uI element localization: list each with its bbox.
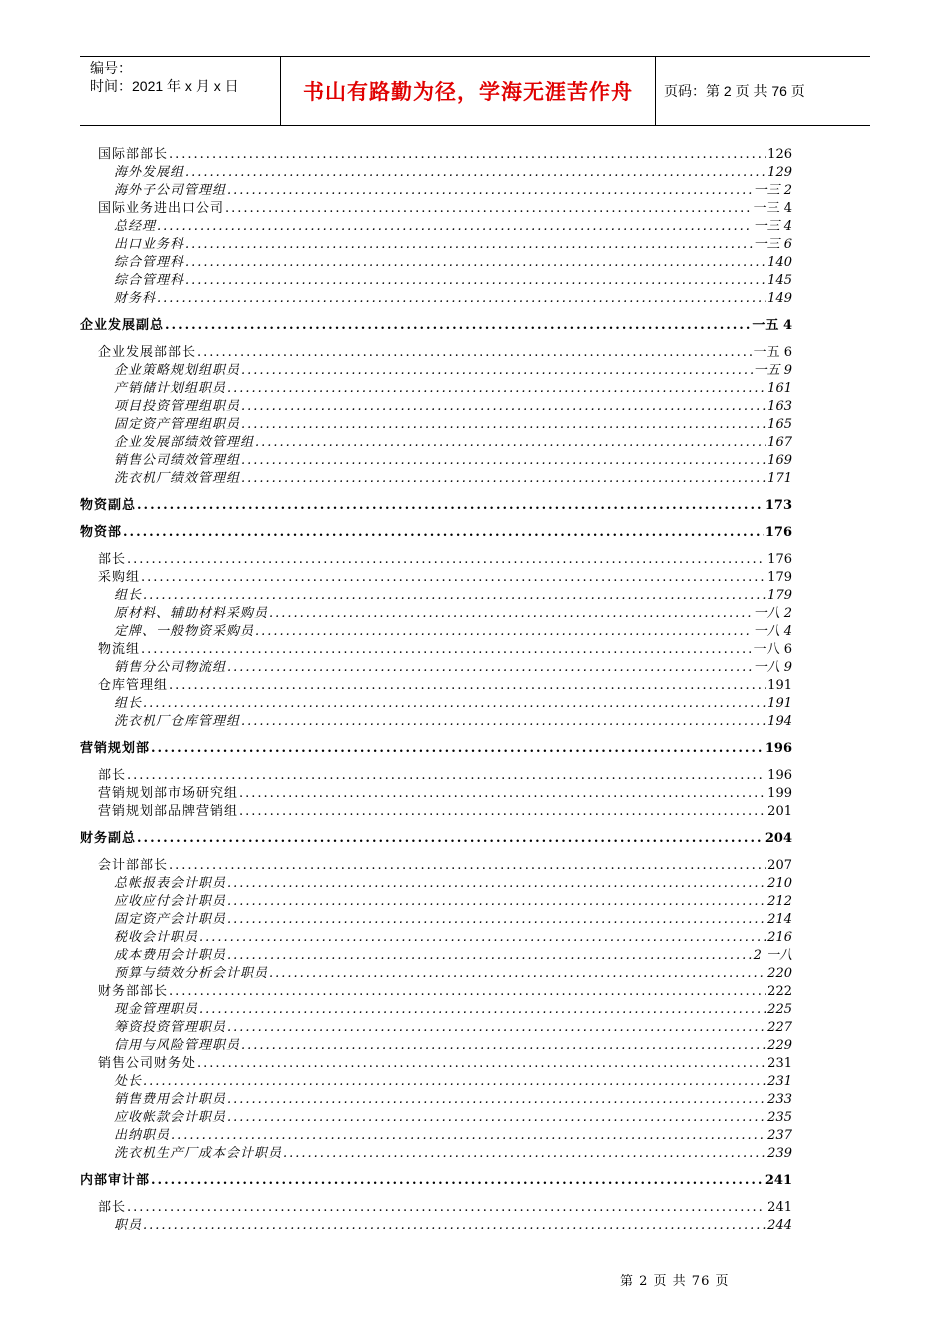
toc-entry-title: 职员 — [114, 1218, 143, 1233]
toc-entry-title: 税收会计职员 — [114, 930, 199, 945]
toc-entry[interactable] — [80, 200, 792, 218]
toc-entry[interactable] — [80, 1073, 792, 1091]
toc-dot-leader — [143, 695, 766, 713]
toc-dot-leader — [227, 875, 766, 893]
toc-entry-page: 一五 4 — [752, 318, 792, 333]
toc-dot-leader — [171, 1127, 766, 1145]
toc-entry-page: 235 — [767, 1110, 792, 1125]
toc-entry-page: 239 — [767, 1146, 792, 1161]
toc-dot-leader — [227, 659, 753, 677]
toc-entry-page: 一三 4 — [753, 201, 792, 216]
toc-entry[interactable] — [80, 965, 792, 983]
toc-entry-title: 洗衣机厂绩效管理组 — [114, 471, 241, 486]
toc-entry-title: 出口业务科 — [114, 237, 185, 252]
toc-entry-page: 167 — [767, 435, 792, 450]
toc-entry[interactable] — [80, 344, 792, 362]
toc-entry-title: 组长 — [114, 588, 143, 603]
toc-entry-title: 出纳职员 — [114, 1128, 171, 1143]
toc-dot-leader — [197, 1055, 766, 1073]
toc-dot-leader — [241, 416, 766, 434]
toc-entry-page: 126 — [767, 147, 792, 162]
toc-entry-title: 固定资产会计职员 — [114, 912, 227, 927]
toc-dot-leader — [269, 605, 753, 623]
toc-entry[interactable] — [80, 659, 792, 677]
toc-entry[interactable] — [80, 1199, 792, 1217]
toc-dot-leader — [227, 1019, 766, 1037]
toc-dot-leader — [165, 317, 751, 335]
toc-entry[interactable] — [80, 182, 792, 200]
toc-dot-leader — [199, 929, 766, 947]
toc-dot-leader — [227, 380, 766, 398]
toc-entry-title: 原材料、辅助材料采购员 — [114, 606, 269, 621]
toc-entry-title: 成本费用会计职员 — [114, 948, 227, 963]
toc-entry[interactable] — [80, 236, 792, 254]
toc-dot-leader — [241, 398, 766, 416]
toc-entry-page: 214 — [767, 912, 792, 927]
toc-entry-title: 物流组 — [98, 642, 141, 657]
toc-entry-page: 149 — [767, 291, 792, 306]
toc-dot-leader — [123, 524, 764, 542]
toc-entry-page: 129 — [767, 165, 792, 180]
toc-dot-leader — [151, 1172, 764, 1190]
toc-entry[interactable] — [80, 713, 792, 731]
toc-entry-title: 应收帐款会计职员 — [114, 1110, 227, 1125]
toc-entry-title: 信用与风险管理职员 — [114, 1038, 241, 1053]
document-time-label: 时间：2021 年 x 月 x 日 — [90, 78, 239, 94]
toc-entry[interactable] — [80, 1037, 792, 1055]
toc-dot-leader — [197, 344, 753, 362]
toc-entry[interactable] — [80, 803, 792, 821]
toc-entry[interactable] — [80, 695, 792, 713]
toc-entry[interactable] — [80, 1001, 792, 1019]
toc-entry[interactable] — [80, 254, 792, 272]
toc-entry-page: 199 — [767, 786, 792, 801]
toc-entry-page: 237 — [767, 1128, 792, 1143]
toc-entry-page: 一五 9 — [753, 363, 792, 378]
toc-dot-leader — [227, 911, 766, 929]
toc-entry-title: 项目投资管理组职员 — [114, 399, 241, 414]
toc-dot-leader — [185, 254, 766, 272]
toc-entry[interactable] — [80, 893, 792, 911]
toc-entry-page: 2 一八 — [753, 948, 792, 963]
toc-entry-page: 191 — [767, 696, 792, 711]
toc-entry[interactable] — [80, 641, 792, 659]
toc-dot-leader — [169, 857, 766, 875]
toc-dot-leader — [227, 947, 753, 965]
toc-entry[interactable] — [80, 983, 792, 1001]
toc-entry-page: 163 — [767, 399, 792, 414]
toc-entry[interactable] — [80, 587, 792, 605]
toc-entry[interactable] — [80, 290, 792, 308]
toc-entry[interactable] — [80, 272, 792, 290]
toc-entry-page: 一三 4 — [753, 219, 792, 234]
toc-dot-leader — [241, 1037, 766, 1055]
toc-dot-leader — [157, 290, 766, 308]
toc-entry-title: 海外子公司管理组 — [114, 183, 227, 198]
toc-entry-page: 169 — [767, 453, 792, 468]
toc-entry-title: 仓库管理组 — [98, 678, 169, 693]
toc-entry[interactable] — [80, 1019, 792, 1037]
toc-dot-leader — [151, 740, 764, 758]
toc-dot-leader — [185, 272, 766, 290]
toc-entry-title: 营销规划部市场研究组 — [98, 786, 239, 801]
toc-dot-leader — [241, 452, 766, 470]
header-page-info: 页码：第 2 页 共 76 页 — [664, 83, 805, 99]
toc-entry-title: 内部审计部 — [80, 1173, 151, 1188]
toc-entry[interactable] — [80, 434, 792, 452]
toc-dot-leader — [127, 551, 766, 569]
toc-entry[interactable] — [80, 947, 792, 965]
toc-entry-title: 财务科 — [114, 291, 157, 306]
toc-dot-leader — [269, 965, 766, 983]
toc-entry-page: 一三 6 — [753, 237, 792, 252]
toc-entry-title: 综合管理科 — [114, 255, 185, 270]
toc-entry[interactable] — [80, 1091, 792, 1109]
page-footer: 第 2 页 共 76 页 — [620, 1274, 730, 1289]
toc-dot-leader — [127, 1199, 766, 1217]
toc-entry-page: 220 — [767, 966, 792, 981]
toc-entry[interactable] — [80, 1145, 792, 1163]
toc-entry-title: 财务副总 — [80, 831, 137, 846]
toc-entry[interactable] — [80, 767, 792, 785]
toc-dot-leader — [137, 497, 764, 515]
toc-entry[interactable] — [80, 1217, 792, 1235]
toc-entry-title: 定牌、一般物资采购员 — [114, 624, 255, 639]
toc-entry[interactable] — [80, 605, 792, 623]
toc-entry[interactable] — [80, 362, 792, 380]
toc-entry-title: 企业策略规划组职员 — [114, 363, 241, 378]
toc-entry[interactable] — [80, 452, 792, 470]
toc-dot-leader — [255, 623, 753, 641]
page-header — [80, 56, 870, 126]
toc-entry[interactable] — [80, 1109, 792, 1127]
toc-entry-page: 145 — [767, 273, 792, 288]
toc-entry-page: 196 — [764, 741, 792, 756]
toc-entry[interactable] — [80, 497, 792, 515]
toc-dot-leader — [185, 164, 766, 182]
toc-dot-leader — [227, 1109, 766, 1127]
toc-entry-page: 一五 6 — [753, 345, 792, 360]
toc-dot-leader — [227, 182, 753, 200]
toc-entry-page: 212 — [767, 894, 792, 909]
toc-entry-title: 部长 — [98, 768, 127, 783]
document-number-label: 编号： — [90, 60, 132, 76]
toc-entry-page: 179 — [767, 570, 792, 585]
toc-entry-page: 204 — [764, 831, 792, 846]
toc-entry-page: 165 — [767, 417, 792, 432]
toc-entry-page: 231 — [767, 1056, 792, 1071]
toc-entry[interactable] — [80, 416, 792, 434]
toc-entry-title: 国际业务进出口公司 — [98, 201, 225, 216]
toc-dot-leader — [169, 983, 766, 1001]
toc-entry[interactable] — [80, 1055, 792, 1073]
toc-entry-page: 241 — [767, 1200, 792, 1215]
toc-entry-title: 企业发展副总 — [80, 318, 165, 333]
toc-entry[interactable] — [80, 929, 792, 947]
toc-entry[interactable] — [80, 911, 792, 929]
toc-entry-title: 物资部 — [80, 525, 123, 540]
toc-entry-page: 229 — [767, 1038, 792, 1053]
toc-entry-page: 140 — [767, 255, 792, 270]
toc-entry-page: 227 — [767, 1020, 792, 1035]
toc-dot-leader — [239, 785, 766, 803]
toc-entry-page: 244 — [767, 1218, 792, 1233]
toc-entry-page: 173 — [764, 498, 792, 513]
toc-entry-title: 财务部部长 — [98, 984, 169, 999]
toc-dot-leader — [185, 236, 753, 254]
toc-entry-title: 洗衣机厂仓库管理组 — [114, 714, 241, 729]
toc-entry-page: 207 — [767, 858, 792, 873]
toc-entry-page: 241 — [764, 1173, 792, 1188]
toc-entry-title: 应收应付会计职员 — [114, 894, 227, 909]
toc-entry-title: 物资副总 — [80, 498, 137, 513]
toc-entry-title: 处长 — [114, 1074, 143, 1089]
toc-entry[interactable] — [80, 677, 792, 695]
toc-entry[interactable] — [80, 569, 792, 587]
toc-entry-page: 176 — [767, 552, 792, 567]
toc-entry[interactable] — [80, 398, 792, 416]
toc-entry[interactable] — [80, 830, 792, 848]
toc-entry-page: 222 — [767, 984, 792, 999]
toc-entry[interactable] — [80, 470, 792, 488]
toc-entry-title: 组长 — [114, 696, 143, 711]
toc-entry-title: 总经理 — [114, 219, 157, 234]
toc-entry-title: 营销规划部 — [80, 741, 151, 756]
toc-entry-page: 210 — [767, 876, 792, 891]
toc-entry[interactable] — [80, 380, 792, 398]
toc-entry-title: 采购组 — [98, 570, 141, 585]
toc-dot-leader — [225, 200, 753, 218]
toc-dot-leader — [239, 803, 766, 821]
toc-entry[interactable] — [80, 857, 792, 875]
toc-entry-page: 216 — [767, 930, 792, 945]
toc-entry-title: 企业发展部部长 — [98, 345, 197, 360]
toc-entry-title: 综合管理科 — [114, 273, 185, 288]
table-of-contents — [80, 146, 792, 1235]
toc-entry-title: 洗衣机生产厂成本会计职员 — [114, 1146, 283, 1161]
toc-entry-page: 一八 4 — [753, 624, 792, 639]
toc-entry-title: 销售费用会计职员 — [114, 1092, 227, 1107]
toc-entry[interactable] — [80, 740, 792, 758]
toc-entry-title: 预算与绩效分析会计职员 — [114, 966, 269, 981]
toc-entry-title: 海外发展组 — [114, 165, 185, 180]
toc-entry-page: 201 — [767, 804, 792, 819]
toc-entry-page: 196 — [767, 768, 792, 783]
toc-dot-leader — [283, 1145, 766, 1163]
toc-entry-title: 部长 — [98, 1200, 127, 1215]
toc-entry-title: 现金管理职员 — [114, 1002, 199, 1017]
toc-entry-title: 总帐报表会计职员 — [114, 876, 227, 891]
toc-dot-leader — [241, 362, 753, 380]
toc-entry-page: 233 — [767, 1092, 792, 1107]
toc-entry-page: 171 — [767, 471, 792, 486]
toc-dot-leader — [169, 677, 766, 695]
toc-entry-title: 销售公司绩效管理组 — [114, 453, 241, 468]
toc-entry-page: 179 — [767, 588, 792, 603]
header-meta — [90, 59, 280, 95]
toc-entry-title: 销售分公司物流组 — [114, 660, 227, 675]
toc-entry-title: 产销储计划组职员 — [114, 381, 227, 396]
toc-dot-leader — [227, 1091, 766, 1109]
toc-entry[interactable] — [80, 551, 792, 569]
toc-dot-leader — [157, 218, 753, 236]
toc-entry-page: 一三 2 — [753, 183, 792, 198]
toc-dot-leader — [143, 587, 766, 605]
toc-entry-title: 国际部部长 — [98, 147, 169, 162]
toc-entry[interactable] — [80, 146, 792, 164]
toc-entry-page: 一八 6 — [753, 642, 792, 657]
toc-dot-leader — [169, 146, 766, 164]
toc-dot-leader — [199, 1001, 766, 1019]
toc-entry[interactable] — [80, 524, 792, 542]
toc-entry-title: 固定资产管理组职员 — [114, 417, 241, 432]
toc-entry-title: 企业发展部绩效管理组 — [114, 435, 255, 450]
toc-entry-page: 161 — [767, 381, 792, 396]
toc-entry[interactable] — [80, 164, 792, 182]
toc-dot-leader — [141, 641, 753, 659]
toc-dot-leader — [227, 893, 766, 911]
toc-entry[interactable] — [80, 875, 792, 893]
toc-entry-title: 销售公司财务处 — [98, 1056, 197, 1071]
toc-entry-title: 会计部部长 — [98, 858, 169, 873]
toc-dot-leader — [241, 713, 766, 731]
toc-entry[interactable] — [80, 785, 792, 803]
toc-entry[interactable] — [80, 317, 792, 335]
toc-dot-leader — [127, 767, 766, 785]
toc-dot-leader — [143, 1073, 766, 1091]
toc-dot-leader — [255, 434, 766, 452]
toc-entry-page: 一八 2 — [753, 606, 792, 621]
toc-entry-page: 一八 9 — [753, 660, 792, 675]
toc-entry[interactable] — [80, 623, 792, 641]
toc-entry-title: 部长 — [98, 552, 127, 567]
toc-entry[interactable] — [80, 1172, 792, 1190]
toc-dot-leader — [141, 569, 766, 587]
toc-entry-page: 191 — [767, 678, 792, 693]
toc-entry-title: 筹资投资管理职员 — [114, 1020, 227, 1035]
toc-entry-page: 176 — [764, 525, 792, 540]
header-slogan: 书山有路勤为径，学海无涯苦作舟 — [280, 57, 656, 125]
toc-dot-leader — [143, 1217, 766, 1235]
toc-entry-title: 营销规划部品牌营销组 — [98, 804, 239, 819]
toc-dot-leader — [137, 830, 764, 848]
toc-entry[interactable] — [80, 1127, 792, 1145]
toc-entry[interactable] — [80, 218, 792, 236]
toc-entry-page: 194 — [767, 714, 792, 729]
toc-entry-page: 231 — [767, 1074, 792, 1089]
toc-dot-leader — [241, 470, 766, 488]
toc-entry-page: 225 — [767, 1002, 792, 1017]
